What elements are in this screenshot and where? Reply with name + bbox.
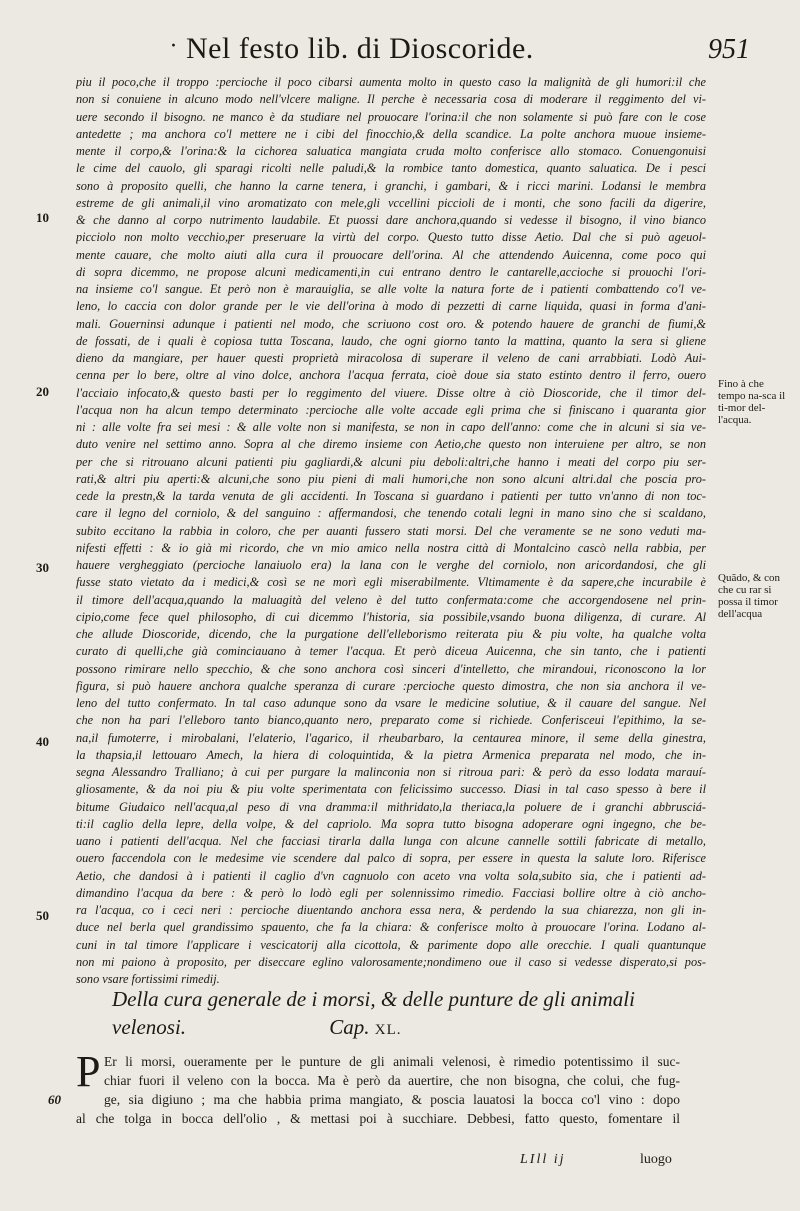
text-line: duto venire nel settimo anno. Sopra al che diremo insieme con Aetio,che questo non interuiene per altro, se non (76, 437, 706, 452)
line-number-20: 20 (36, 384, 49, 399)
text-line: l'acciaio infocato,& questo basti per lo reggimento del viuere. Disse oltre à ciò Dioscoride, che il timor del- (76, 385, 706, 400)
text-line: mali. Gouerninsi adunque i patienti nel modo, che scriuono cost oro. & potendo hauere de granchi de fiumi,& (76, 316, 706, 331)
text-line: nifesti effetti : & io già mi ricordo, che vn mio amico nella nostra città di Montalcino cascò nella rabbia, per (76, 540, 706, 555)
text-line: di sopra dicemmo, ne propose alcuni medicamenti,in cui entrano dentro le cantarelle,accioche si prouochi l'ori- (76, 264, 706, 279)
text-line: & che danno al corpo nutrimento laudabile. Et puossi dare anchora,quando si vedesse il bisogno, il vino bianco (76, 213, 706, 227)
text-line: bitume Giudaico nell'acqua,al peso di vna dramma:il mithridato,la theriaca,la poluere de i granchi abbrusciá- (76, 799, 706, 814)
text-line: leno del tutto confermato. In tal caso adunque sono da vsare le medicine solutiue, & il cauare del sangue. Nel (76, 696, 706, 710)
text-line: gliosamente, & da noi piu & piu volte sperimentata con felicissimo successo. Diasi in tal caso spesso à bere il (76, 782, 706, 797)
text-line: ti:il caglio della lepre, della volpe, & del capriolo. Ma sopra tutto bisogna adoperare ogni ingegno, che be- (76, 816, 706, 831)
text-line: cenna per lo bere, oltre al vino dolce, anchora l'acqua ferrata, cioè doue sia stato estinto dentro il ferro, ouero (76, 368, 706, 383)
text-line: uere secondo il bisogno. ne manco è da studiare nel prouocare l'orina:il che non solamente si può fare con le cose (76, 109, 706, 124)
commentary-body (76, 74, 706, 988)
chapter-title-end: velenosi. (112, 1015, 187, 1039)
text-line: ni : alle volte fra sei mesi : & alle volte non si manifesta, se non in capo dell'anno: come che in alcuni si sia ve- (76, 420, 706, 434)
text-line: piu il poco,che il troppo :percioche il poco cibarsi aumenta molto in questo caso la malignità de gli humori:il che (76, 75, 706, 89)
text-line: rati,& altri piu aperti:& alcuni,che sono piu pieni di mali humori,che non sono alcuni altri.dal che poscia pro- (76, 471, 706, 486)
line-number-10: 10 (36, 210, 49, 225)
text-line: ouero faccendola con le medesime vie scendere dal palco di sopra, per essere in questa la salute loro. Riferisce (76, 851, 706, 866)
chapter-cap-label: Cap. (329, 1015, 370, 1039)
text-line: uano i patienti dell'acqua. Nel che facciasi tirarla dalla lunga con alcune cannelle sottili fabricate di metallo, (76, 834, 706, 848)
text-line: estreme de gli animali,il vino aromatizato con mele,gli vccellini piccioli de i monti, che sono facili da digerire, (76, 195, 706, 210)
text-line: curato di quelli,che già cominciauano à temer l'acqua. Et però diceua Auicenna, che sin tanto, che i patienti (76, 644, 706, 659)
text-line: le cime del cauolo, gli sparagi ricolti nelle paludi,& la rombice tanto domestica, quanto saluatica. De i pesci (76, 161, 706, 176)
text-line: cipio,come fece quel philosopho, di cui dicemmo l'historia, sia possibile,vsando buona diligenza, di curare. Al (76, 609, 706, 624)
text-line: subito eccitano la rabbia in coloro, che per auanti fussero stati morsi. Del che veramente se ne sono veduti ma- (76, 523, 706, 538)
text-line: la thapsia,il lettouaro Amech, la hiera di coloquintida, & la pietra Armenica preparata nel modo, che in- (76, 747, 706, 762)
header-dot: · (170, 34, 177, 59)
text-line: dieno da mangiare, per hauer questi proprietà miracolosa di superare il veleno de cani arrabbiati. Lodò Aui- (76, 351, 706, 365)
signature-mark: LIll ij (520, 1152, 566, 1167)
text-line: dimandino l'acqua da bere : & però lo lodò egli per solennissimo rimedio. Facciasi bollire oltre à ciò ancho- (76, 885, 706, 900)
line-number-30: 30 (36, 560, 49, 575)
catchword: luogo (640, 1152, 672, 1167)
text-line: mente il corpo,& l'orina:& la cichorea saluatica mangiata cruda molto conferisce allo stomaco. Conuengonuisi (76, 144, 706, 158)
text-line: possono rimirare nello specchio, & che sono anchora così sinceri d'intelletto, che mirandoui, riconoscono la lor (76, 661, 706, 676)
text-line: che non ha pari l'elleboro tanto bianco,quanto nero, preparato come si richiede. Conferisceui l'epithimo, la se- (76, 713, 706, 728)
text-line: cede la prestn,& la tarda venuta de gli accidenti. In Toscana si guardano i patienti per tutto vn'anno di non toc- (76, 489, 706, 503)
text-line: chiar fuori il veleno con la bocca. Ma è però da auertire, che non bisogna, che colui, che fug- (104, 1073, 680, 1088)
margin-note-cura-timor: Quãdo, & con che cu rar si possa il timor dell'acqua (718, 572, 781, 620)
text-line: al che tolga in bocca dell'olio , & mettasi poi à succhiare. Debbesi, fatto questo, fomentare il (76, 1111, 680, 1126)
text-line: fusse stato vietato da i medici,& così se ne morì egli miserabilmente. Vltimamente è da sapere,che incurabile è (76, 575, 706, 590)
text-line: l'acqua non ha alcun tempo determinato :percioche alle volte accade egli prima che si finiscano i quaranta gior (76, 402, 706, 417)
text-line: sono vsare fortissimi rimedij. (76, 972, 220, 986)
text-line: duce nel berla quel grandissimo spauento, che fa la chiara: & conferisce molto à prouocare l'orina. Lodano al- (76, 920, 706, 935)
text-line: cuni in tal timore l'applicare i vescicatorij alla cicottola, & parimente dopo alle orecchie. I quali quantunque (76, 937, 706, 952)
text-line: Aetio, che dandosi à i patienti il caglio d'vn cagnuolo con aceto vna volta sola,subito sia, che i patienti ad- (76, 868, 706, 883)
text-line: per che si ritrouano alcuni patienti piu gagliardi,& alcuni piu deboli:altri,che hanno i meati del corpo piu ser- (76, 454, 706, 469)
text-line: picciolo non molto vecchio,per preseruare la virtù del corpo. Questo tutto disse Aetio. Dal che si può ageuol- (76, 230, 706, 245)
text-line: non si conuiene in alcuno modo nell'vlcere maligne. Il perche è necessaria cosa di moderare il reggimento del vi- (76, 92, 706, 107)
text-line: che allude Dioscoride, dicendo, che la purgatione dell'elleborismo reiterata piu & piu volte, ha qualche volta (76, 627, 706, 641)
chapter-title-line-2 (112, 1013, 672, 1044)
chapter-cap-number: XL. (374, 1022, 402, 1038)
line-number-50: 50 (36, 908, 49, 923)
text-line: na,il fumoterre, i mirobalani, l'elaterio, l'agarico, il rheubarbaro, la centaurea minore, il seme della ginestra, (76, 730, 706, 745)
text-line: figura, si può hauere anchora qualche speranza di curare :percioche questo dimostra, che non sia anchora il ve- (76, 678, 706, 693)
text-line: il timore dell'acqua,quando la maluagità del veleno è del tutto confermata:come che accorgendosene nel prin- (76, 592, 706, 607)
chapter-body (76, 1047, 680, 1128)
text-line: ge, sia digiuno ; ma che habbia prima mangiato, & poscia lauatosi la bocca co'l vino : dopo (104, 1092, 680, 1107)
line-number-40: 40 (36, 734, 49, 749)
page-header (170, 32, 750, 72)
line-number-60: 60 (48, 1092, 61, 1107)
chapter-heading (112, 985, 672, 1044)
text-line: na insieme co'l sangue. Et però non è marauiglia, se alle volte la natura forte de i patienti combattendo co'l ve- (76, 282, 706, 296)
chapter-title-line-1: Della cura generale de i morsi, & delle punture de gli animali (112, 987, 635, 1011)
text-line: de fossati, de i quali è copiosa tutta Toscana, laudo, che ogni giorno tanto la mattina, quanto la sera si gliene (76, 333, 706, 348)
text-line: hauere vergheggiato (percioche lanaiuolo era) la lana con le verghe del corniolo, non aricordandosi, che gli (76, 558, 706, 572)
text-line: leno, lo caccia con dolor grande per le vie dell'orina à modo di pezzetti di carne liquida, quasi in forma d'ani- (76, 299, 706, 314)
page-number: 951 (708, 34, 750, 65)
text-line: ra l'acqua, co i ceci neri : percioche diuentando anchora essa nera, & perdendo la sua chiarezza, non gli in- (76, 903, 706, 917)
text-line: sono à proposito quelli, che hanno la carne tenera, i granchi, i gambari, & i ricci marini. Lodansi le membra (76, 178, 706, 193)
text-line: care il legno del corniolo, & del sanguino : affermandosi, che tenendo cotali legni in mano sino che si scaldano, (76, 506, 706, 521)
drop-cap: P (76, 1047, 101, 1096)
margin-note-timor-tempo: Fino à che tempo na-sca il ti-mor del-l'acqua. (718, 378, 786, 426)
running-title: Nel festo lib. di Dioscoride. (186, 32, 534, 65)
text-line: antedette ; ma anchora co'l mettere ne i cibi del finocchio,& della scandice. La polte anchora muoue insieme- (76, 126, 706, 141)
text-line: mente cauare, che molto aiuti alla cura il prouocare dell'orina. Al che attendendo Auicenna, come poco qui (76, 247, 706, 262)
text-line: segna Alessandro Tralliano; à cui per purgare la malinconia non si ritroua pari: & però da esso lodata marauí- (76, 765, 706, 779)
text-line: Er li morsi, oueramente per le punture de gli animali velenosi, è rimedio potentissimo il suc- (104, 1054, 680, 1069)
text-line: non mi paiono à proposito, per diseccare eglino valorosamente;nondimeno oue il caso si vedesse disperato,si pos- (76, 954, 706, 969)
